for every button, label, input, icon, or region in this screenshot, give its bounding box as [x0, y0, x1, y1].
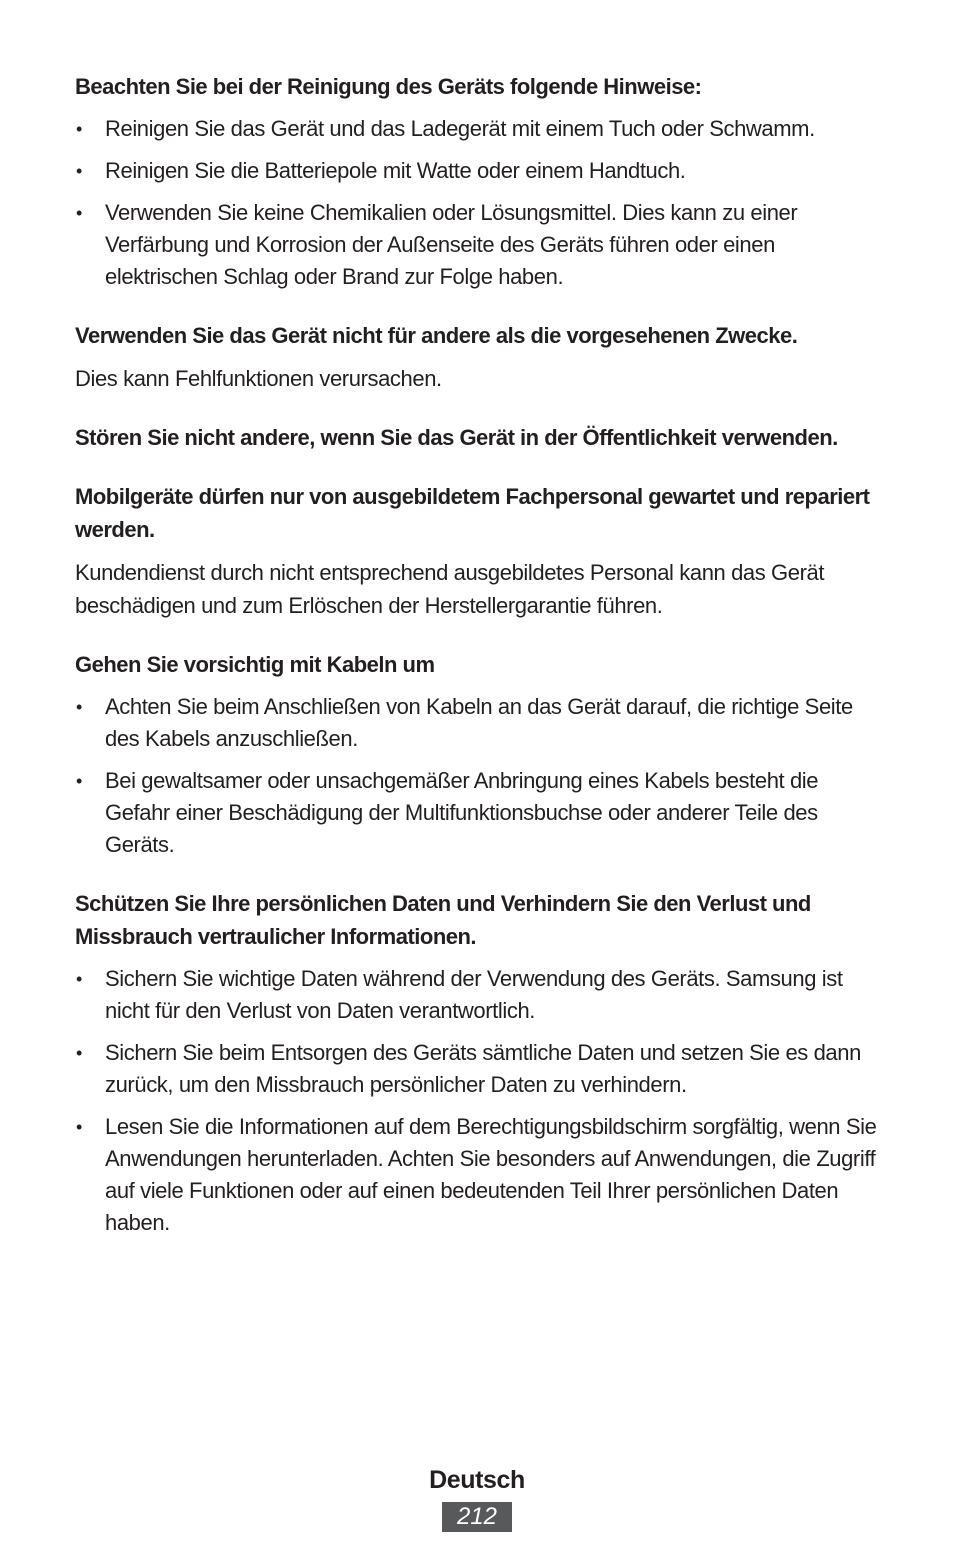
section-personal-data: [75, 887, 887, 1239]
bullet-list: [75, 963, 887, 1239]
bullet-icon: •: [76, 1117, 82, 1137]
section-heading: Stören Sie nicht andere, wenn Sie das Gerät in der Öffentlichkeit verwenden.: [75, 425, 838, 450]
bullet-icon: •: [76, 771, 82, 791]
section-public-use: [75, 421, 887, 454]
list-item-text: Reinigen Sie die Batteriepole mit Watte oder einem Handtuch.: [105, 158, 686, 183]
section-cleaning: [75, 70, 887, 293]
list-item: [75, 113, 887, 145]
list-item: [75, 963, 887, 1027]
list-item-text: Bei gewaltsamer oder unsachgemäßer Anbringung eines Kabels besteht die Gefahr einer Beschädigung der Multifunktionsbuchse oder anderer Teile des Geräts.: [105, 768, 819, 857]
section-text: Dies kann Fehlfunktionen verursachen.: [75, 366, 442, 391]
list-item-text: Verwenden Sie keine Chemikalien oder Lösungsmittel. Dies kann zu einer Verfärbung und Korrosion der Außenseite des Geräts führen oder einen elektrischen Schlag oder Brand zur Folge haben.: [105, 200, 798, 289]
document-body: [75, 70, 887, 1265]
list-item: [75, 1111, 887, 1239]
list-item: [75, 765, 887, 861]
list-item-text: Lesen Sie die Informationen auf dem Berechtigungsbildschirm sorgfältig, wenn Sie Anwendungen herunterladen. Achten Sie besonders auf Anwendungen, die Zugriff auf viele Funktionen oder auf einen bedeutenden Teil Ihrer persönlichen Daten haben.: [105, 1114, 877, 1235]
list-item-text: Achten Sie beim Anschließen von Kabeln an das Gerät darauf, die richtige Seite des Kabels anzuschließen.: [105, 694, 853, 751]
bullet-icon: •: [76, 1043, 82, 1063]
section-cables: [75, 648, 887, 861]
bullet-icon: •: [76, 697, 82, 717]
section-heading: Mobilgeräte dürfen nur von ausgebildetem Fachpersonal gewartet und repariert werden.: [75, 484, 870, 542]
page-number: 212: [442, 1502, 512, 1532]
page-footer: [0, 1460, 954, 1532]
section-heading: Schützen Sie Ihre persönlichen Daten und Verhindern Sie den Verlust und Missbrauch vertraulicher Informationen.: [75, 891, 811, 949]
section-heading: Beachten Sie bei der Reinigung des Geräts folgende Hinweise:: [75, 74, 702, 99]
section-text: Kundendienst durch nicht entsprechend ausgebildetes Personal kann das Gerät beschädigen und zum Erlöschen der Herstellergarantie führen.: [75, 560, 825, 618]
list-item-text: Reinigen Sie das Gerät und das Ladegerät mit einem Tuch oder Schwamm.: [105, 116, 815, 141]
bullet-icon: •: [76, 203, 82, 223]
list-item-text: Sichern Sie wichtige Daten während der Verwendung des Geräts. Samsung ist nicht für den Verlust von Daten verantwortlich.: [105, 966, 843, 1023]
section-heading: Gehen Sie vorsichtig mit Kabeln um: [75, 652, 435, 677]
bullet-icon: •: [76, 969, 82, 989]
section-heading: Verwenden Sie das Gerät nicht für andere als die vorgesehenen Zwecke.: [75, 323, 798, 348]
bullet-list: [75, 113, 887, 293]
list-item-text: Sichern Sie beim Entsorgen des Geräts sämtliche Daten und setzen Sie es dann zurück, um den Missbrauch persönlicher Daten zu verhindern.: [105, 1040, 861, 1097]
section-service: [75, 480, 887, 622]
bullet-icon: •: [76, 119, 82, 139]
list-item: [75, 155, 887, 187]
list-item: [75, 197, 887, 293]
bullet-icon: •: [76, 161, 82, 181]
footer-language: Deutsch: [429, 1466, 525, 1494]
list-item: [75, 691, 887, 755]
section-intended-use: [75, 319, 887, 395]
list-item: [75, 1037, 887, 1101]
bullet-list: [75, 691, 887, 861]
